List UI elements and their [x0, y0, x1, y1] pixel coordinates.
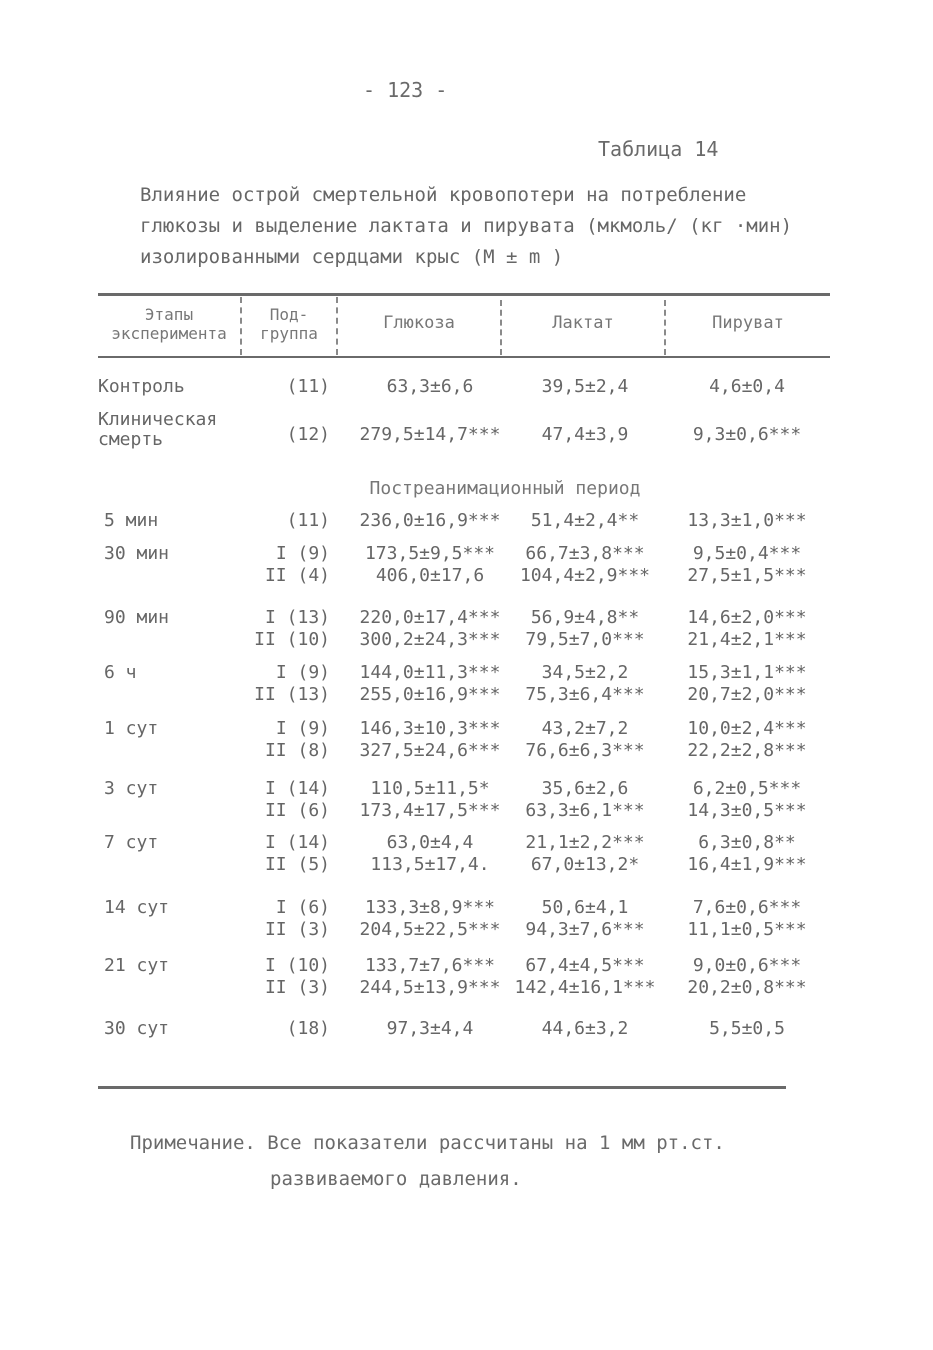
group-cell: I (14)	[264, 778, 330, 799]
lactate-cell: 44,6±3,2	[541, 1018, 629, 1039]
pyruvate-cell: 11,1±0,5***	[687, 919, 807, 940]
pyruvate-cell: 9,3±0,6***	[692, 424, 802, 445]
group-cell: (11)	[286, 510, 330, 531]
lactate-cell: 47,4±3,9	[541, 424, 629, 445]
group-cell: II (4)	[264, 565, 330, 586]
pyruvate-cell: 16,4±1,9***	[687, 854, 807, 875]
pyruvate-cell: 20,2±0,8***	[687, 977, 807, 998]
pyruvate-cell: 10,0±2,4***	[687, 718, 807, 739]
pyruvate-cell: 7,6±0,6***	[692, 897, 802, 918]
lactate-cell: 51,4±2,4**	[530, 510, 640, 531]
glucose-cell: 133,7±7,6***	[364, 955, 496, 976]
group-cell: I (14)	[264, 832, 330, 853]
stage-cell: 90 мин	[104, 607, 170, 628]
pyruvate-cell: 9,5±0,4***	[692, 543, 802, 564]
stage-cell: 6 ч	[104, 662, 137, 683]
lactate-cell: 34,5±2,2	[541, 662, 629, 683]
lactate-cell: 75,3±6,4***	[525, 684, 645, 705]
stage-cell: 5 мин	[104, 510, 159, 531]
lactate-cell: 142,4±16,1***	[514, 977, 656, 998]
glucose-cell: 110,5±11,5*	[370, 778, 490, 799]
group-cell: II (6)	[264, 800, 330, 821]
caption-line: Влияние острой смертельной кровопотери на потребление	[140, 184, 747, 206]
stage-cell: 1 сут	[104, 718, 159, 739]
header-stage: Этапы эксперимента	[111, 305, 227, 343]
group-cell: I (9)	[275, 718, 330, 739]
stage-cell: Контроль	[98, 376, 185, 397]
glucose-cell: 133,3±8,9***	[364, 897, 496, 918]
glucose-cell: 300,2±24,3***	[359, 629, 501, 650]
group-cell: II (5)	[264, 854, 330, 875]
group-cell: I (9)	[275, 543, 330, 564]
glucose-cell: 220,0±17,4***	[359, 607, 501, 628]
pyruvate-cell: 14,6±2,0***	[687, 607, 807, 628]
group-cell: II (3)	[264, 977, 330, 998]
pyruvate-cell: 27,5±1,5***	[687, 565, 807, 586]
group-cell: I (6)	[275, 897, 330, 918]
table-caption	[140, 180, 792, 273]
lactate-cell: 66,7±3,8***	[525, 543, 645, 564]
period-label: Постреанимационный период	[369, 478, 641, 499]
pyruvate-cell: 5,5±0,5	[709, 1018, 785, 1039]
glucose-cell: 146,3±10,3***	[359, 718, 501, 739]
pyruvate-cell: 15,3±1,1***	[687, 662, 807, 683]
stage-cell: 30 сут	[104, 1018, 170, 1039]
pyruvate-cell: 6,3±0,8**	[698, 832, 796, 853]
stage-cell: 3 сут	[104, 778, 159, 799]
glucose-cell: 173,4±17,5***	[359, 800, 501, 821]
glucose-cell: 244,5±13,9***	[359, 977, 501, 998]
header-glucose: Глюкоза	[383, 313, 455, 333]
lactate-cell: 21,1±2,2***	[525, 832, 645, 853]
lactate-cell: 67,4±4,5***	[525, 955, 645, 976]
lactate-cell: 76,6±6,3***	[525, 740, 645, 761]
page-number: - 123 -	[363, 78, 448, 102]
header-lactate: Лактат	[552, 313, 614, 333]
lactate-cell: 35,6±2,6	[541, 778, 629, 799]
header-pyruvate: Пируват	[712, 313, 784, 333]
caption-line: глюкозы и выделение лактата и пирувата (мкмоль/ (кг ·мин)	[140, 215, 793, 237]
stage-cell: 21 сут	[104, 955, 170, 976]
pyruvate-cell: 21,4±2,1***	[687, 629, 807, 650]
note-line: Примечание. Все показатели рассчитаны на 1 мм рт.ст.	[130, 1132, 725, 1154]
pyruvate-cell: 13,3±1,0***	[687, 510, 807, 531]
group-cell: (12)	[286, 424, 330, 445]
lactate-cell: 63,3±6,1***	[525, 800, 645, 821]
lactate-cell: 104,4±2,9***	[519, 565, 651, 586]
header-group: Под- группа	[260, 305, 318, 343]
table-number: Таблица 14	[598, 137, 719, 161]
glucose-cell: 327,5±24,6***	[359, 740, 501, 761]
stage-cell: 30 мин	[104, 543, 170, 564]
group-cell: II (10)	[254, 629, 330, 650]
table-top-rule	[98, 293, 830, 296]
stage-cell: Клиническая смерть	[98, 409, 218, 450]
glucose-cell: 255,0±16,9***	[359, 684, 501, 705]
glucose-cell: 144,0±11,3***	[359, 662, 501, 683]
lactate-cell: 94,3±7,6***	[525, 919, 645, 940]
stage-cell: 7 сут	[104, 832, 159, 853]
glucose-cell: 279,5±14,7***	[359, 424, 501, 445]
group-cell: II (8)	[264, 740, 330, 761]
lactate-cell: 79,5±7,0***	[525, 629, 645, 650]
group-cell: I (10)	[264, 955, 330, 976]
pyruvate-cell: 14,3±0,5***	[687, 800, 807, 821]
pyruvate-cell: 6,2±0,5***	[692, 778, 802, 799]
group-cell: II (13)	[254, 684, 330, 705]
pyruvate-cell: 9,0±0,6***	[692, 955, 802, 976]
glucose-cell: 113,5±17,4.	[370, 854, 490, 875]
group-cell: I (13)	[264, 607, 330, 628]
table-bottom-rule	[98, 1086, 786, 1089]
group-cell: (18)	[286, 1018, 330, 1039]
stage-cell: 14 сут	[104, 897, 170, 918]
lactate-cell: 67,0±13,2*	[530, 854, 640, 875]
lactate-cell: 43,2±7,2	[541, 718, 629, 739]
glucose-cell: 173,5±9,5***	[364, 543, 496, 564]
glucose-cell: 63,0±4,4	[386, 832, 474, 853]
glucose-cell: 97,3±4,4	[386, 1018, 474, 1039]
pyruvate-cell: 22,2±2,8***	[687, 740, 807, 761]
pyruvate-cell: 4,6±0,4	[709, 376, 785, 397]
header-bottom-rule	[98, 356, 830, 358]
group-cell: II (3)	[264, 919, 330, 940]
glucose-cell: 236,0±16,9***	[359, 510, 501, 531]
glucose-cell: 204,5±22,5***	[359, 919, 501, 940]
glucose-cell: 406,0±17,6	[375, 565, 485, 586]
glucose-cell: 63,3±6,6	[386, 376, 474, 397]
table-note	[130, 1125, 725, 1197]
note-line: развиваемого давления.	[270, 1168, 522, 1190]
lactate-cell: 50,6±4,1	[541, 897, 629, 918]
group-cell: I (9)	[275, 662, 330, 683]
pyruvate-cell: 20,7±2,0***	[687, 684, 807, 705]
caption-line: изолированными сердцами крыс (М ± m )	[140, 246, 564, 268]
lactate-cell: 56,9±4,8**	[530, 607, 640, 628]
lactate-cell: 39,5±2,4	[541, 376, 629, 397]
group-cell: (11)	[286, 376, 330, 397]
